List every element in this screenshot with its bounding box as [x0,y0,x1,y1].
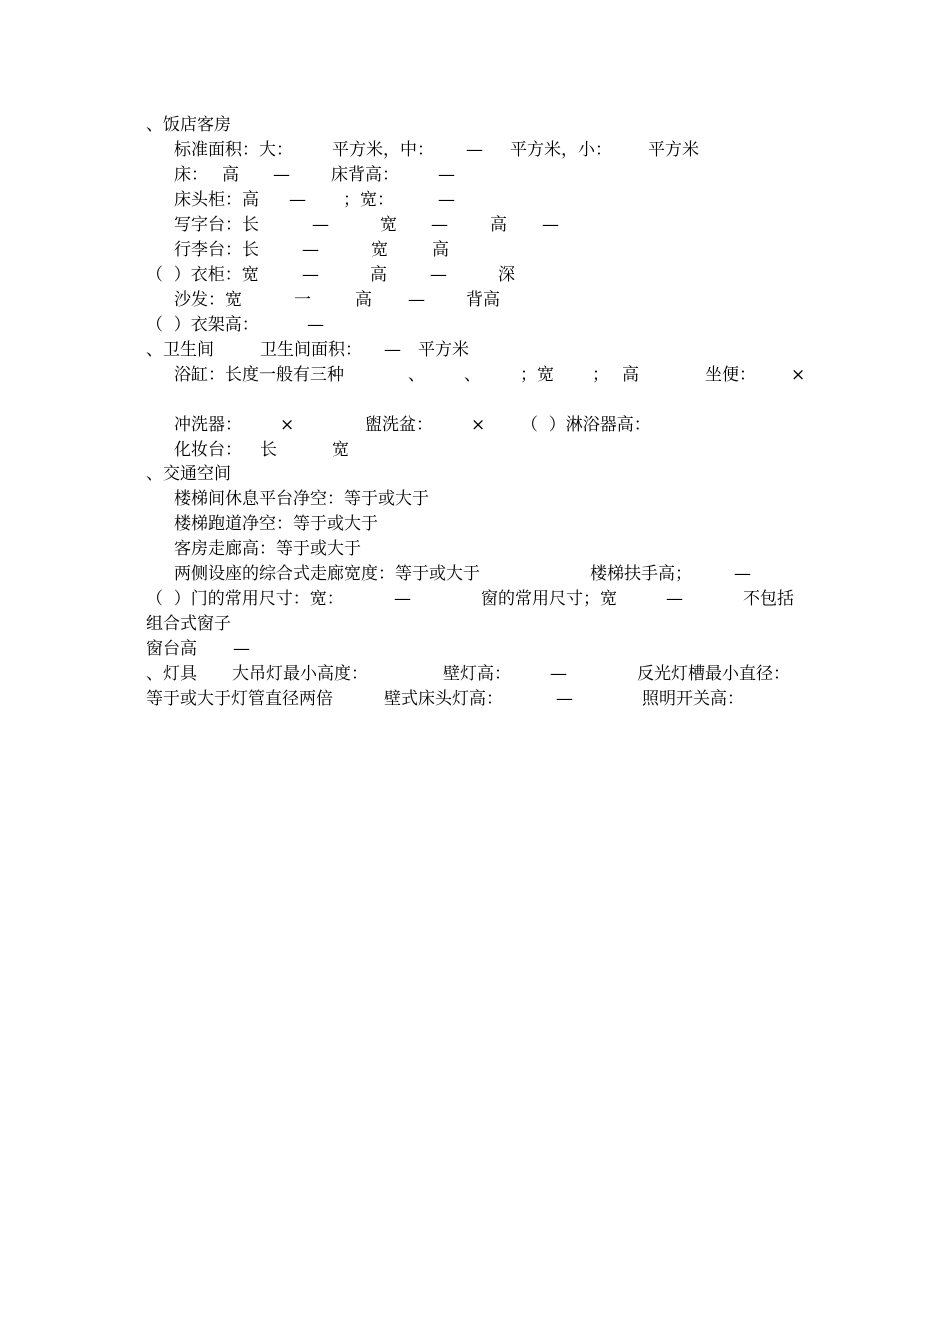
line-text: 深 [498,265,515,285]
line-text: 不包括 [743,589,794,609]
line-text: ；宽 [520,365,554,385]
line-bathtub [0,363,950,388]
line-text: 高 [222,165,239,185]
line-text: 高 [490,215,507,235]
line-text: — [394,589,411,609]
line-text: 平方米 [648,140,699,160]
line-text: — [550,664,567,684]
line-text: 冲洗器： [174,415,242,435]
line-text: — [233,639,250,659]
section-heading-circulation [0,462,950,487]
line-text: 客房走廊高：等于或大于 [174,539,361,559]
line-text: 反光灯槽最小直径： [637,664,790,684]
line-text: — [438,190,455,210]
line-bidet-basin [0,413,950,438]
line-text: 宽 [380,215,397,235]
line-text: （ ）门的常用尺寸：宽： [146,589,344,609]
line-text: 一 [294,290,311,310]
line-text: — [430,265,447,285]
line-text: 床背高： [331,165,399,185]
line-text: 窗台高 [146,639,197,659]
line-text: — [408,290,425,310]
line-text: 平方米，中： [332,140,434,160]
line-text: — [438,165,455,185]
line-text: （ ）衣柜：宽 [146,265,259,285]
line-text: 床： [174,165,208,185]
line-corridor-height [0,537,950,562]
line-text: 背高 [466,290,500,310]
line-text: 化妆台： [174,440,242,460]
line-text: 床头柜：高 [174,190,259,210]
line-text: 宽 [332,440,349,460]
line-text: 标准面积：大： [174,140,293,160]
line-text: 行李台：长 [174,240,259,260]
section-heading-bathroom [0,338,950,363]
line-text: 壁式床头灯高： [384,689,503,709]
line-combined-window [0,612,950,637]
line-text: — [466,140,483,160]
line-door-window [0,587,950,612]
line-text: × [280,415,295,435]
line-corridor-width [0,562,950,587]
line-text: 盥洗盆： [365,415,433,435]
line-text: 平方米，小： [510,140,612,160]
line-text: — [302,240,319,260]
line-text: × [471,415,486,435]
line-text: 大吊灯最小高度： [232,664,368,684]
line-text: — [312,215,329,235]
line-text: — [273,165,290,185]
heading-text: 、饭店客房 [146,115,231,135]
section-heading-lighting [0,662,950,687]
line-text: — [542,215,559,235]
line-text: 楼梯扶手高； [590,564,692,584]
line-text: 、 [464,365,481,385]
line-text: （ ）淋浴器高： [521,415,651,435]
line-lamp-switch [0,687,950,712]
line-luggage-rack [0,238,950,263]
line-text: 壁灯高： [443,664,511,684]
line-text: 高 [370,265,387,285]
section-heading-hotel-room [0,113,950,138]
line-text: × [791,365,806,385]
line-bed [0,163,950,188]
line-text: （ ）衣架高： [146,315,259,335]
line-text: 楼梯间休息平台净空：等于或大于 [174,489,429,509]
line-text: ；宽： [343,190,394,210]
line-text: 高 [355,290,372,310]
line-text: 写字台：长 [174,215,259,235]
line-text: 高 [432,240,449,260]
line-text: ； [592,365,609,385]
line-text: 照明开关高： [642,689,744,709]
line-text: — [307,315,324,335]
line-vanity [0,438,950,463]
line-text: 窗的常用尺寸；宽 [481,589,617,609]
line-text: 平方米 [418,340,469,360]
line-text: — [734,564,751,584]
line-text: 楼梯跑道净空：等于或大于 [174,514,378,534]
heading-text: 、交通空间 [146,464,231,484]
line-standard-area [0,138,950,163]
line-text: — [431,215,448,235]
line-text: — [289,190,306,210]
line-text: 坐便： [705,365,756,385]
line-text: 长 [260,440,277,460]
line-text: 两侧设座的综合式走廊宽度：等于或大于 [174,564,480,584]
line-clothes-rack [0,313,950,338]
line-text: 等于或大于灯管直径两倍 [146,689,333,709]
line-text: 浴缸：长度一般有三种 [174,365,344,385]
line-text: 卫生间面积： [260,340,362,360]
line-text: — [302,265,319,285]
line-desk [0,213,950,238]
line-text: 沙发：宽 [174,290,242,310]
line-text: 宽 [371,240,388,260]
line-stair-landing [0,487,950,512]
line-text: 组合式窗子 [146,614,231,634]
line-sofa [0,288,950,313]
heading-text: 、灯具 [146,664,197,684]
line-text: — [666,589,683,609]
line-nightstand [0,188,950,213]
line-text: 、 [408,365,425,385]
heading-text: 、卫生间 [146,340,214,360]
line-text: 高 [622,365,639,385]
line-stair-run [0,512,950,537]
line-text: — [556,689,573,709]
line-text: — [384,340,401,360]
line-sill-height [0,637,950,662]
line-wardrobe [0,263,950,288]
